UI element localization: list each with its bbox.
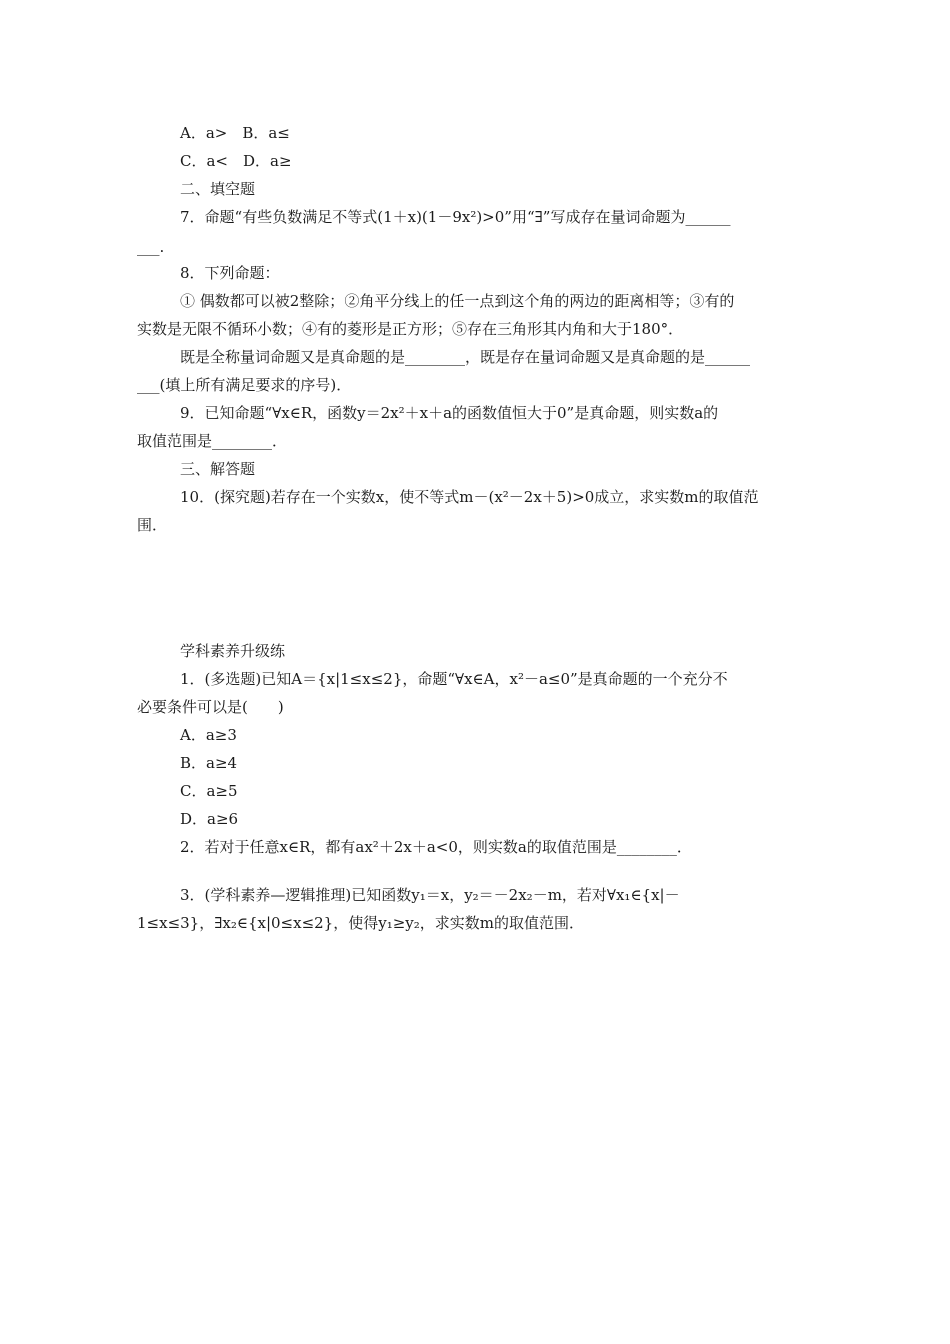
q9-text-line1: 9．已知命题“∀x∈R，函数y＝2x²＋x＋a的函数值恒大于0”是真命题，则实数a的 xyxy=(180,404,719,422)
q10-text-line1: 10．(探究题)若存在一个实数x，使不等式m－(x²－2x＋5)>0成立，求实数m的取值范 xyxy=(180,488,759,506)
u2-text: 2．若对于任意x∈R，都有ax²＋2x＋a<0，则实数a的取值范围是________． xyxy=(180,838,692,856)
section-fill-in-heading: 二、填空题 xyxy=(180,180,256,198)
q7-text: 7．命题“有些负数满足不等式(1＋x)(1－9x²)>0”用“∃”写成存在量词命题为______ xyxy=(180,208,731,226)
q9-text-line2: 取值范围是________． xyxy=(137,432,288,450)
q8-text: 8．下列命题： xyxy=(180,264,280,282)
u1-option-b: B．a≥4 xyxy=(180,754,238,772)
section-answer-heading: 三、解答题 xyxy=(180,460,256,478)
section-upgrade-heading: 学科素养升级练 xyxy=(180,642,286,660)
u3-text-line1: 3．(学科素养—逻辑推理)已知函数y₁＝x，y₂＝－2x₂－m，若对∀x₁∈{x|－ xyxy=(180,886,680,904)
u3-text-line2: 1≤x≤3}，∃x₂∈{x|0≤x≤2}，使得y₁≥y₂，求实数m的取值范围． xyxy=(137,914,584,932)
u1-text-line1: 1．(多选题)已知A＝{x|1≤x≤2}，命题“∀x∈A，x²－a≤0”是真命题的一个充分不 xyxy=(180,670,728,688)
q8-question-line1: 既是全称量词命题又是真命题的是________，既是存在量词命题又是真命题的是______ xyxy=(180,348,751,366)
u1-option-a: A．a≥3 xyxy=(180,726,237,744)
q8-question-line2: ___(填上所有满足要求的序号)． xyxy=(137,376,352,394)
q6-options-cd: C．a< D．a≥ xyxy=(180,152,292,170)
q10-text-line2: 围． xyxy=(137,516,168,534)
q7-blank-continuation: ___. xyxy=(137,238,165,256)
q6-options-ab: A．a> B．a≤ xyxy=(180,124,290,142)
q8-statements-line1: ① 偶数都可以被2整除；②角平分线上的任一点到这个角的两边的距离相等；③有的 xyxy=(180,292,735,310)
u1-option-c: C．a≥5 xyxy=(180,782,238,800)
q8-statements-line2: 实数是无限不循环小数；④有的菱形是正方形；⑤存在三角形其内角和大于180°． xyxy=(137,320,684,338)
u1-option-d: D．a≥6 xyxy=(180,810,239,828)
u1-text-line2: 必要条件可以是( ) xyxy=(137,698,284,716)
